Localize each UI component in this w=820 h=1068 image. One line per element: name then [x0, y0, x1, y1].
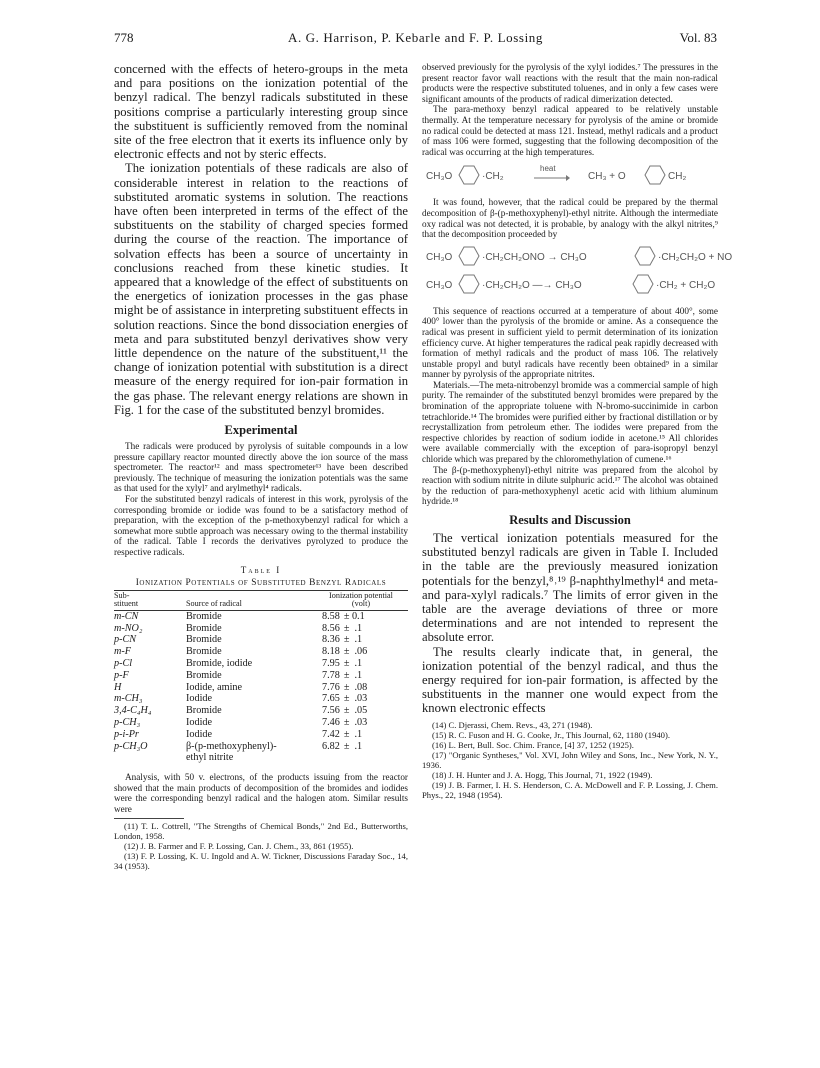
footnote: (16) L. Bert, Bull. Soc. Chim. France, [4] 37, 1252 (1925). — [432, 739, 634, 750]
paragraph: It was found, however, that the radical could be prepared by the thermal decomposition of β-(p-methoxyphenyl)-ethyl nitrite. Although the intermediate oxy radical was not detected, it is probable, by analogy with the alkyl nitrites,⁹ that the decomposition proceeded by — [422, 197, 718, 240]
potential-cell — [314, 693, 408, 705]
substituent-cell: m-CH₃ — [114, 693, 143, 705]
table-row — [114, 717, 408, 729]
potential-error: ± .08 — [343, 681, 368, 693]
paragraph: Analysis, with 50 v. electrons, of the products issuing from the reactor showed that the main products of decomposition of the bromides and iodides were the corresponding benzyl radical and the halogen atom. Similar results were — [114, 772, 408, 814]
section-heading-experimental: Experimental — [224, 423, 298, 438]
potential-cell — [314, 741, 408, 765]
potential-value: 8.36 — [322, 634, 340, 646]
benzene-ring-icon — [458, 165, 480, 185]
benzene-ring-icon — [458, 246, 480, 266]
source-cell: Iodide — [186, 693, 213, 705]
footnotes — [114, 821, 408, 871]
paragraph: The results clearly indicate that, in general, the ionization potential of the benzyl radical, and thus the energy required for ion-pair formation, is affected by the substituents in the manner one would expect from the known electronic effects — [422, 644, 718, 716]
ionization-table — [114, 590, 408, 765]
table-row — [114, 658, 408, 670]
substituent-cell: p-F — [114, 669, 129, 681]
potential-value: 8.58 — [322, 610, 340, 622]
scheme-text: ·CH₂CH₂O —→ CH₃O — [482, 279, 582, 291]
substituent-cell: m-F — [114, 646, 131, 658]
potential-cell — [314, 634, 408, 646]
substituent-cell: m-CN — [114, 610, 139, 622]
scheme-text: CH₃ + O — [588, 171, 626, 183]
source-cell: Bromide — [186, 669, 222, 681]
scheme-text: CH₃O — [426, 251, 453, 263]
substituent-cell: H — [114, 681, 122, 693]
table-row — [114, 682, 408, 694]
potential-cell — [314, 623, 408, 635]
scheme-text: ·CH₂ + CH₂O — [656, 279, 716, 291]
potential-value: 8.56 — [322, 622, 340, 634]
potential-error: ± .1 — [343, 728, 363, 740]
potential-cell — [314, 729, 408, 741]
potential-cell — [314, 717, 408, 729]
potential-value: 8.18 — [322, 646, 340, 658]
potential-value: 7.78 — [322, 669, 340, 681]
arrow-label: heat — [540, 164, 556, 174]
table-header-row — [114, 590, 408, 610]
scheme-text: CH₃O — [426, 171, 453, 183]
table-row — [114, 670, 408, 682]
table-row — [114, 646, 408, 658]
table-row — [114, 705, 408, 717]
potential-cell — [314, 682, 408, 694]
source-cell: β-(p-methoxyphenyl)- ethyl nitrite — [186, 740, 277, 764]
table-row — [114, 623, 408, 635]
footnote: (15) R. C. Fuson and H. G. Cooke, Jr., This Journal, 62, 1180 (1940). — [432, 729, 670, 740]
substituent-cell: p-Cl — [114, 657, 133, 669]
scheme-text: CH₂ — [668, 171, 687, 183]
substituent-cell: 3,4-C₄H₄ — [114, 705, 152, 717]
page-number: 778 — [114, 30, 134, 45]
scheme-text: CH₃O — [426, 279, 453, 291]
table-row — [114, 693, 408, 705]
paragraph: This sequence of reactions occurred at a temperature of about 400°, some 400° lower than the pyrolysis of the bromide or amine. As a consequence the radical was present in sufficient yield to permit determination of its ionization efficiency curve. At higher temperatures the radical peak rapidly decreased with formation of methyl radicals and the product of mass 106. The relatively unstable propyl and butyl radicals have recently been obtained⁹ in a similar manner by pyrolysis of the appropriate nitrites. — [422, 305, 718, 380]
benzene-ring-icon — [632, 274, 654, 294]
potential-error: ± .06 — [343, 646, 368, 658]
potential-error: ± .03 — [343, 716, 368, 728]
paragraph: For the substituted benzyl radicals of interest in this work, pyrolysis of the corresponding bromide or iodide was found to be a satisfactory method of preparation, with the exception of the p-methoxybenzyl radical for which a somewhat more subtle approach was necessary owing to the thermal instability of the radical. Table I records the derivatives pyrolyzed to produce the respective radicals. — [114, 494, 408, 558]
paragraph: The ionization potentials of these radicals are also of considerable interest in relation to the reactions of substituted aromatic systems in solution. The reactions have often been interpreted in terms of the effect of the substituents on the stability of charged species formed during the course of the reaction. The importance of solvation effects has been a source of uncertainty in conclusions reached from these kinetic studies. It appeared that a knowledge of the effect of substituents on the energetics of ionization processes in the gas phase might be of assistance in interpreting substituent effects in solution reactions. Since the bond dissociation energies of meta and para substituted benzyl derivatives show very little dependence on the nature of the substituent,¹¹ the change of ionization potential with substitution is a direct measure of the energy required for ion-pair formation in the gas phase. The relevant energy relations are shown in Fig. 1 for the case of the substituted benzyl bromides. — [114, 161, 408, 417]
potential-error: ± .1 — [343, 634, 363, 646]
source-cell: Iodide, amine — [186, 681, 243, 693]
scheme-text: ·CH₂CH₂O + NO — [658, 251, 733, 263]
benzene-ring-icon — [458, 274, 480, 294]
column-header: Sub- stituent — [114, 590, 186, 610]
potential-value: 7.76 — [322, 681, 340, 693]
potential-error: ± .1 — [343, 669, 363, 681]
table-row — [114, 634, 408, 646]
paragraph: concerned with the effects of hetero-groups in the meta and para positions on the ionization potential of the benzyl radical. The benzyl radicals substituted in these positions comprise a particularly interesting group since the substituent is sufficiently removed from the nominal site of the free electron that it exerts its influence only by electronic effects and not by steric effects. — [114, 62, 408, 162]
running-header — [114, 30, 717, 50]
footnote: (18) J. H. Hunter and J. A. Hogg, This Journal, 71, 1922 (1949). — [432, 770, 653, 781]
source-cell: Iodide — [186, 716, 213, 728]
potential-value: 7.46 — [322, 716, 340, 728]
potential-value: 6.82 — [322, 740, 340, 752]
source-cell: Iodide — [186, 728, 213, 740]
potential-cell — [314, 658, 408, 670]
footnotes — [422, 720, 718, 801]
right-column — [422, 62, 733, 801]
source-cell: Bromide — [186, 610, 222, 622]
column-header: Ionization potential (volt) — [314, 590, 408, 610]
source-cell: Bromide — [186, 705, 222, 717]
paragraph: The vertical ionization potentials measured for the substituted benzyl radicals are given in Table I. Included in the table are the previously measured ionization potentials for the benzyl,⁸˒¹⁹ β-naphthylmethyl⁴ and meta- and para-xylyl radicals.⁷ The limits of error given in the table are the average deviations of three or more determinations and are not intended to represent the absolute error. — [422, 531, 718, 645]
potential-cell — [314, 705, 408, 717]
column-header: Source of radical — [186, 590, 314, 610]
paragraph: The radicals were produced by pyrolysis of suitable compounds in a low pressure capillary reactor mounted directly above the ion source of the mass spectrometer. The reactor¹² and mass spectrometer¹³ have been described previously. The technique of measuring the ionization potentials was the same as that used for the xylyl⁷ and arylmethyl⁴ radicals. — [114, 441, 408, 494]
footnote-rule — [114, 818, 184, 819]
footnote: (13) F. P. Lossing, K. U. Ingold and A. W. Tickner, Discussions Faraday Soc., 14, 34 (1953). — [114, 850, 408, 871]
left-column — [114, 62, 408, 871]
footnote: (14) C. Djerassi, Chem. Revs., 43, 271 (1948). — [432, 719, 593, 730]
paragraph: observed previously for the pyrolysis of the xylyl iodides.⁷ The pressures in the present reactor favor wall reactions with the result that the main non-radical products were the respective substituted toluenes, and in only a few cases were significant amounts of the products of radical dimerization detected. — [422, 62, 718, 104]
header-authors: A. G. Harrison, P. Kebarle and F. P. Lossing — [287, 30, 543, 45]
table-row — [114, 610, 408, 622]
potential-value: 7.95 — [322, 657, 340, 669]
source-cell: Bromide, iodide — [186, 657, 253, 669]
reaction-scheme-2 — [422, 244, 733, 272]
substituent-cell: m-NO₂ — [114, 622, 143, 634]
potential-cell — [314, 646, 408, 658]
table-row — [114, 729, 408, 741]
potential-error: ± .1 — [343, 740, 363, 752]
table-label: Table I — [240, 564, 282, 575]
reaction-scheme-3 — [422, 272, 718, 300]
footnote: (12) J. B. Farmer and F. P. Lossing, Can. J. Chem., 33, 861 (1955). — [124, 840, 354, 851]
potential-error: ± .1 — [343, 622, 363, 634]
substituent-cell: p-CH₃O — [114, 740, 148, 752]
paragraph-materials: Materials.—The meta-nitrobenzyl bromide was a commercial sample of high purity. The remainder of the substituted benzyl bromides were prepared by the bromination of the appropriate toluene with N-bromo-succinimide in carbon tetrachloride.¹⁴ The bromides were purified either by fractional distillation or by recrystallization from petroleum ether. The iodides were prepared from the respective chlorides by reaction of sodium iodide in acetone.¹⁵ All chlorides were available commercially with the exception of para-isopropyl benzyl chloride which was prepared by the chloromethylation of cumene.¹⁶ — [422, 379, 718, 465]
potential-error: ± .05 — [343, 705, 368, 717]
potential-error: ± .1 — [343, 657, 363, 669]
table-title: Ionization Potentials of Substituted Benzyl Radicals — [135, 577, 387, 588]
substituent-cell: p-CH₃ — [114, 716, 141, 728]
footnote: (19) J. B. Farmer, I. H. S. Henderson, C. A. McDowell and F. P. Lossing, J. Chem. Phys., 22, 1948 (1954). — [422, 780, 718, 801]
source-cell: Bromide — [186, 622, 222, 634]
footnote: (11) T. L. Cottrell, "The Strengths of Chemical Bonds," 2nd Ed., Butterworths, London, 1958. — [114, 820, 408, 841]
reaction-scheme-1 — [422, 163, 718, 191]
benzene-ring-icon — [634, 246, 656, 266]
potential-value: 7.56 — [322, 705, 340, 717]
potential-cell — [314, 670, 408, 682]
potential-error: ± 0.1 — [343, 610, 365, 622]
source-cell: Bromide — [186, 634, 222, 646]
potential-value: 7.42 — [322, 728, 340, 740]
scheme-text: ·CH₂CH₂ONO → CH₃O — [482, 251, 587, 263]
potential-error: ± .03 — [343, 693, 368, 705]
footnote: (17) "Organic Syntheses," Vol. XVI, John Wiley and Sons, Inc., New York, N. Y., 1936. — [422, 749, 718, 771]
substituent-cell: p-i-Pr — [114, 728, 139, 740]
table-row — [114, 741, 408, 765]
table-body — [114, 610, 408, 764]
paragraph: The para-methoxy benzyl radical appeared to be relatively unstable thermally. At the temperature necessary for pyrolysis of the amine or bromide no radical could be detected at mass 121. Instead, methyl radicals and a product of mass 106 were formed, suggesting that the following decomposition of the radical was occurring at the high temperatures. — [422, 104, 718, 157]
quinoid-ring-icon — [644, 165, 666, 185]
potential-cell — [314, 610, 408, 622]
paragraph: The β-(p-methoxyphenyl)-ethyl nitrite was prepared from the alcohol by reaction with sodium nitrite in dilute sulphuric acid.¹⁷ The alcohol was obtained by the reduction of para-methoxyphenyl acetic acid with lithium aluminum hydride.¹⁸ — [422, 464, 718, 507]
potential-value: 7.65 — [322, 693, 340, 705]
source-cell: Bromide — [186, 646, 222, 658]
reaction-arrow-icon — [534, 175, 570, 181]
scheme-text: ·CH₂ — [482, 171, 504, 183]
substituent-cell: p-CN — [114, 634, 137, 646]
header-volume: Vol. 83 — [679, 30, 717, 45]
section-heading-results: Results and Discussion — [509, 513, 631, 527]
